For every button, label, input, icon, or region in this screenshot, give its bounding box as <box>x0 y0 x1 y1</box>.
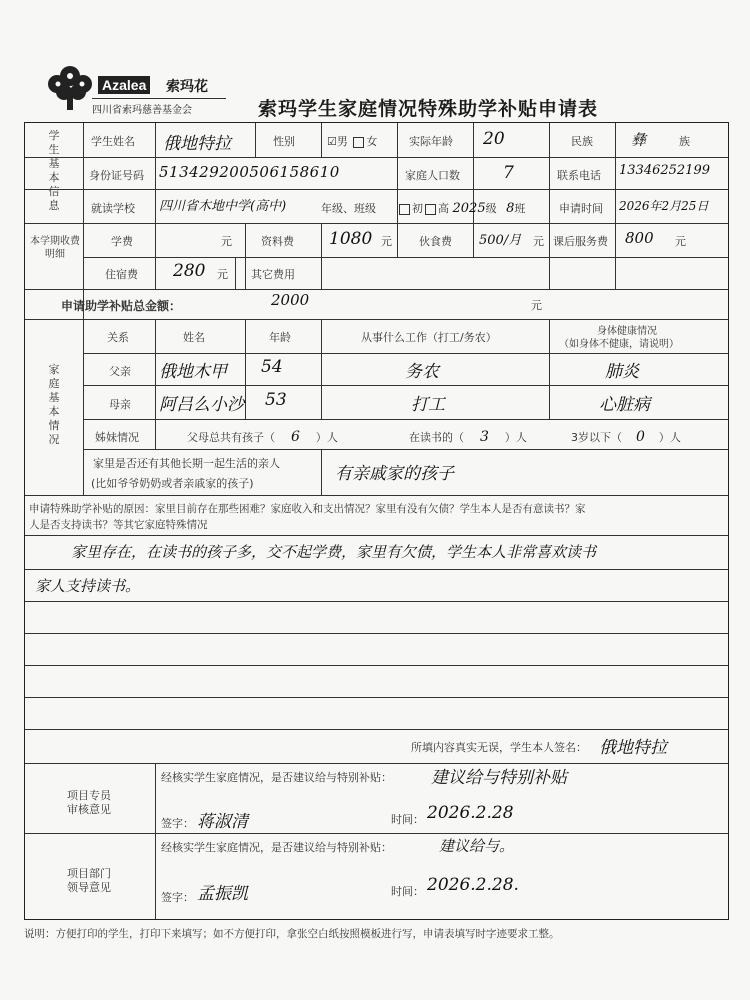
mother-health: 心脏病 <box>599 395 650 415</box>
apply-time-value: 2026年2月25日 <box>619 199 709 213</box>
grade-junior-checkbox <box>399 204 410 215</box>
subsidy-unit: 元 <box>531 299 542 312</box>
ethnic-label: 民族 <box>571 135 593 148</box>
siblings-label: 姊妹情况 <box>95 431 139 444</box>
logo-brand-cn: 索玛花 <box>166 79 208 95</box>
student-signature: 俄地特拉 <box>599 738 667 758</box>
fees-section-label: 本学期收费明细 <box>30 236 80 260</box>
student-name-value: 俄地特拉 <box>163 134 231 154</box>
siblings-under3 <box>571 429 681 445</box>
dept-label-2: 领导意见 <box>67 881 111 894</box>
project-prompt: 经核实学生家庭情况，是否建议给与特别补贴： <box>161 771 392 784</box>
siblings-under3-unit: ）人 <box>658 431 681 444</box>
col-name: 姓名 <box>183 331 205 344</box>
dept-label-1: 项目部门 <box>67 867 111 880</box>
school-label: 就读学校 <box>91 202 135 215</box>
mother-job: 打工 <box>411 395 445 415</box>
col-job: 从事什么工作（打工/务农） <box>361 331 497 344</box>
col-age: 年龄 <box>269 331 291 344</box>
food-label: 伙食费 <box>419 235 452 248</box>
reason-prompt-line1: 申请特殊助学补贴的原因：家里目前存在那些困难？家庭收入和支出情况？家里有没有欠债？学生本人是否有意读书？家 <box>29 503 586 515</box>
family-section-label: 家庭基本情况 <box>48 363 60 446</box>
project-signature: 蒋淑清 <box>197 812 248 832</box>
ethnic-suffix: 族 <box>679 135 690 148</box>
id-label: 身份证号码 <box>89 169 144 182</box>
food-value: 500/月 <box>479 233 522 248</box>
father-job: 务农 <box>405 362 439 382</box>
project-opinion: 建议给与特别补贴 <box>431 768 567 788</box>
household-label: 家庭人口数 <box>405 169 460 182</box>
materials-unit: 元 <box>381 235 392 248</box>
tuition-label: 学费 <box>111 235 133 248</box>
student-name-label: 学生姓名 <box>91 135 135 148</box>
gender-options <box>327 133 377 149</box>
food-unit: 元 <box>533 235 544 248</box>
subsidy-value: 2000 <box>271 291 310 309</box>
phone-value: 13346252199 <box>619 163 710 178</box>
materials-value: 1080 <box>329 229 373 249</box>
household-value: 7 <box>503 163 514 183</box>
dept-signature: 孟振凯 <box>197 884 248 904</box>
class-value: 8 <box>506 201 515 216</box>
siblings-total-label: 父母总共有孩子（ <box>187 431 275 444</box>
grade-options <box>397 200 525 216</box>
dept-time: 2026.2.28. <box>427 875 519 895</box>
grade-junior: 初 <box>412 202 423 215</box>
grade-label: 年级、班级 <box>321 202 376 215</box>
father-health: 肺炎 <box>605 362 639 382</box>
col-health: 身体健康情况 <box>597 326 657 337</box>
dept-time-label: 时间： <box>391 885 424 898</box>
after-school-value: 800 <box>625 229 654 247</box>
siblings-total-unit: ）人 <box>315 431 338 444</box>
father-name: 俄地木甲 <box>159 362 227 382</box>
after-school-unit: 元 <box>675 235 686 248</box>
gender-male: 男 <box>336 135 348 148</box>
student-section-label: 学生基本信息 <box>48 129 60 212</box>
application-form <box>24 122 729 920</box>
siblings-study-unit: ）人 <box>504 431 527 444</box>
school-value: 四川省木地中学(高中) <box>159 199 287 214</box>
lodging-label: 住宿费 <box>105 268 138 281</box>
age-value: 20 <box>483 129 505 149</box>
mother-age: 53 <box>265 390 287 410</box>
dept-prompt: 经核实学生家庭情况，是否建议给与特别补贴： <box>161 841 392 854</box>
siblings-under3-value: 0 <box>636 429 645 445</box>
others-example: (比如爷爷奶奶或者亲戚家的孩子) <box>91 477 254 490</box>
gender-female: 女 <box>366 135 378 148</box>
age-label: 实际年龄 <box>409 135 453 148</box>
project-time: 2026.2.28 <box>427 803 514 823</box>
others-value: 有亲戚家的孩子 <box>335 464 454 484</box>
grade-senior: 高 <box>438 202 449 215</box>
logo-org: 四川省索玛慈善基金会 <box>92 98 226 116</box>
declaration-text: 所填内容真实无误，学生本人签名： <box>411 741 587 754</box>
apply-time-label: 申请时间 <box>559 202 603 215</box>
reason-answer-line2: 家人支持读书。 <box>35 577 141 595</box>
father-label: 父亲 <box>109 365 131 378</box>
siblings-study-label: 在读书的（ <box>409 431 464 444</box>
col-relation: 关系 <box>107 331 129 344</box>
siblings-under3-label: 3岁以下（ <box>571 431 622 444</box>
dept-opinion: 建议给与。 <box>439 837 515 855</box>
other-fees-label: 其它费用 <box>251 268 295 281</box>
azalea-tree-logo-icon <box>42 62 98 112</box>
project-label-1: 项目专员 <box>67 789 111 802</box>
father-age: 54 <box>261 357 283 377</box>
mother-label: 母亲 <box>109 398 131 411</box>
project-time-label: 时间： <box>391 813 424 826</box>
lodging-value: 280 <box>173 261 206 281</box>
grade-year-value: 2025 <box>452 201 486 216</box>
reason-prompt-line2: 人是否支持读书？等其它家庭特殊情况 <box>29 519 208 531</box>
siblings-study-value: 3 <box>480 429 489 445</box>
dept-sign-label: 签字： <box>161 891 194 904</box>
ethnic-value: 彝 <box>631 131 647 149</box>
grade-year-suffix: 级 <box>485 202 497 215</box>
col-health-note: （如身体不健康，请说明） <box>559 339 679 350</box>
gender-label: 性别 <box>273 135 295 148</box>
project-label-2: 审核意见 <box>67 803 111 816</box>
after-school-label: 课后服务费 <box>553 235 608 248</box>
siblings-total <box>187 429 338 445</box>
others-question: 家里是否还有其他长期一起生活的亲人 <box>93 457 280 470</box>
materials-label: 资料费 <box>261 235 294 248</box>
siblings-study <box>409 429 527 445</box>
phone-label: 联系电话 <box>557 169 601 182</box>
subsidy-label: 申请助学补贴总金额： <box>61 299 182 313</box>
tuition-unit: 元 <box>221 235 232 248</box>
form-title: 索玛学生家庭情况特殊助学补贴申请表 <box>258 98 599 120</box>
grade-senior-checkbox <box>425 204 436 215</box>
gender-female-checkbox <box>353 137 364 148</box>
class-suffix: 班 <box>514 202 526 215</box>
logo-brand: Azalea <box>98 76 150 94</box>
footer-note: 说明：方便打印的学生，打印下来填写；如不方便打印，拿张空白纸按照模板进行写，申请表填写时字迹要求工整。 <box>24 928 560 940</box>
siblings-total-value: 6 <box>291 429 300 445</box>
project-sign-label: 签字： <box>161 817 194 830</box>
lodging-unit: 元 <box>217 268 228 281</box>
mother-name: 阿吕么小沙 <box>159 395 244 415</box>
id-value: 513429200506158610 <box>159 163 340 181</box>
reason-answer-line1: 家里存在，在读书的孩子多，交不起学费，家里有欠债，学生本人非常喜欢读书 <box>71 543 597 561</box>
gender-check-icon: ☑ <box>327 135 337 148</box>
